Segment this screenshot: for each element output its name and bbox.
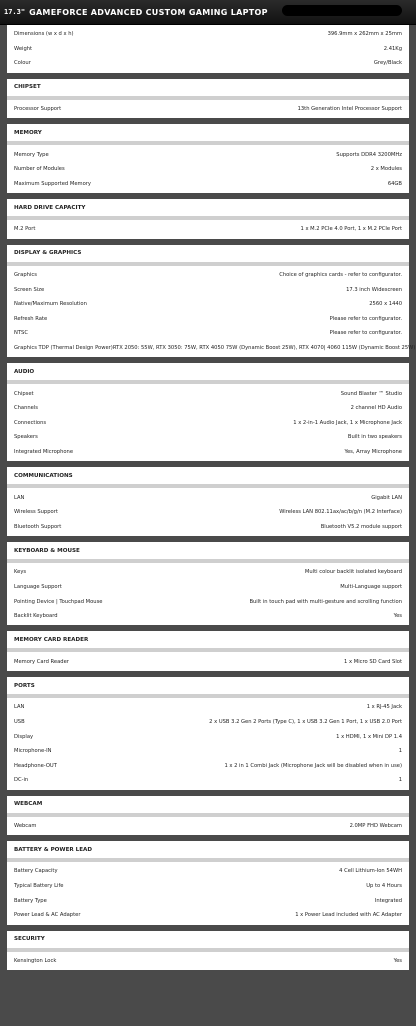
spec-row [7, 490, 409, 505]
spec-label: Number of Modules [14, 166, 65, 173]
spec-row [7, 758, 409, 773]
spec-label: Battery Type [14, 897, 47, 904]
spec-label: Screen Size [14, 286, 45, 293]
spec-label: Maximum Supported Memory [14, 180, 91, 187]
spec-label: Keys [14, 569, 27, 576]
spec-value: Gigabit LAN [371, 494, 402, 501]
spec-value: Yes [393, 957, 402, 964]
spec-value: Yes [393, 613, 402, 620]
spec-value: Bluetooth V5.2 module support [320, 523, 402, 530]
spec-label: LAN [14, 494, 25, 501]
section-rows [7, 25, 409, 73]
spec-section [7, 363, 409, 461]
spec-value: 1 [398, 777, 402, 784]
spec-row [7, 893, 409, 908]
spec-row [7, 162, 409, 177]
spec-row [7, 700, 409, 715]
section-heading: SECURITY [7, 931, 409, 948]
spec-row [7, 42, 409, 57]
spec-value: Built in two speakers [347, 434, 402, 441]
spec-row [7, 864, 409, 879]
spec-value: Yes, Array Microphone [344, 448, 402, 455]
spec-row [7, 27, 409, 42]
spec-value: Built in touch pad with multi-gesture and scrolling function [249, 598, 402, 605]
section-heading: AUDIO [7, 363, 409, 380]
spec-label: Memory Type [14, 151, 49, 158]
spec-row [7, 729, 409, 744]
spec-value: 1 x 2 in 1 Combi Jack (Microphone Jack will be disabled when in use) [224, 762, 402, 769]
section-rows [7, 100, 409, 119]
spec-value: 2.0MP FHD Webcam [349, 822, 402, 829]
spec-value: 1 x Micro SD Card Slot [344, 658, 402, 665]
spec-row [7, 341, 416, 356]
spec-label: Native/Maximum Resolution [14, 301, 87, 308]
spec-row [7, 879, 409, 894]
section-heading: BATTERY & POWER LEAD [7, 841, 409, 858]
section-heading: MEMORY CARD READER [7, 631, 409, 648]
spec-label: Channels [14, 405, 38, 412]
spec-label: Headphone-OUT [14, 762, 57, 769]
spec-section [7, 796, 409, 836]
section-rows [7, 488, 409, 536]
spec-label: Refresh Rate [14, 315, 48, 322]
spec-row [7, 715, 409, 730]
spec-row [7, 505, 409, 520]
spec-label: USB [14, 718, 25, 725]
spec-section [7, 124, 409, 193]
spec-row [7, 773, 409, 788]
spec-row [7, 580, 409, 595]
spec-sheet [7, 25, 416, 970]
spec-row [7, 430, 409, 445]
spec-value: 13th Generation Intel Processor Support [297, 106, 402, 113]
spec-value: 1 x HDMI, 1 x Mini DP 1.4 [336, 733, 402, 740]
section-heading: DISPLAY & GRAPHICS [7, 245, 409, 262]
page-title: GAMEFORCE ADVANCED CUSTOM GAMING LAPTOP [29, 7, 268, 17]
spec-row [7, 401, 409, 416]
spec-label: Typical Battery Life [14, 883, 64, 890]
spec-row [7, 147, 409, 162]
spec-row [7, 177, 409, 192]
section-heading: MEMORY [7, 124, 409, 141]
spec-value: RTX 2050: 55W, RTX 3050: 75W, RTX 4050 75W (Dynamic Boost 25W), RTX 4070| 4060 115W (Dynamic Boost 25W) [112, 345, 416, 352]
spec-label: Wireless Support [14, 509, 58, 516]
section-rows [7, 266, 416, 358]
spec-label: Connections [14, 419, 47, 426]
spec-value: Up to 4 Hours [366, 883, 402, 890]
section-heading: CHIPSET [7, 79, 409, 96]
spec-value: Integrated [374, 897, 402, 904]
spec-value: 1 x 2-in-1 Audio Jack, 1 x Microphone Jack [293, 419, 402, 426]
spec-row [7, 744, 409, 759]
spec-value: Multi-Language support [340, 583, 402, 590]
spec-value: 2 x USB 3.2 Gen 2 Ports (Type C), 1 x USB 3.2 Gen 1 Port, 1 x USB 2.0 Port [209, 718, 402, 725]
spec-value: Please refer to configurator. [329, 315, 402, 322]
spec-section [7, 467, 409, 536]
spec-row [7, 519, 409, 534]
spec-section [7, 199, 409, 239]
spec-label: Dimensions (w x d x h) [14, 31, 74, 38]
spec-value: 64GB [387, 180, 402, 187]
spec-label: Pointing Device | Touchpad Mouse [14, 598, 103, 605]
spec-label: Kensington Lock [14, 957, 57, 964]
section-heading: KEYBOARD & MOUSE [7, 542, 409, 559]
section-rows [7, 817, 409, 836]
screen-size-label: 17.3" [4, 8, 26, 16]
spec-row [7, 954, 409, 969]
spec-section [7, 631, 409, 671]
spec-label: Language Support [14, 583, 62, 590]
section-rows [7, 220, 409, 239]
spec-section [7, 25, 409, 73]
title-bar [0, 0, 416, 25]
spec-label: Graphics [14, 272, 37, 279]
section-rows [7, 952, 409, 971]
spec-label: Display [14, 733, 34, 740]
spec-label: DC-in [14, 777, 29, 784]
spec-label: Backlit Keyboard [14, 613, 58, 620]
section-rows [7, 384, 409, 461]
spec-section [7, 542, 409, 625]
spec-value: Please refer to configurator. [329, 330, 402, 337]
spec-label: M.2 Port [14, 226, 36, 233]
spec-row [7, 326, 409, 341]
section-heading: PORTS [7, 677, 409, 694]
spec-section [7, 79, 409, 119]
section-heading: WEBCAM [7, 796, 409, 813]
spec-value: 1 x M.2 PCIe 4.0 Port, 1 x M.2 PCIe Port [300, 226, 402, 233]
section-rows [7, 145, 409, 193]
section-rows [7, 563, 409, 625]
redacted-area [282, 5, 402, 16]
spec-section [7, 931, 409, 971]
spec-label: Colour [14, 60, 31, 67]
spec-row [7, 908, 409, 923]
spec-row [7, 416, 409, 431]
spec-label: Memory Card Reader [14, 658, 69, 665]
spec-value: 2 x Modules [370, 166, 402, 173]
spec-value: Supports DDR4 3200MHz [336, 151, 402, 158]
spec-row [7, 268, 409, 283]
spec-label: Webcam [14, 822, 37, 829]
section-rows [7, 652, 409, 671]
spec-value: 1 x RJ-45 Jack [366, 704, 402, 711]
spec-label: Battery Capacity [14, 868, 58, 875]
spec-value: 2560 x 1440 [369, 301, 402, 308]
spec-value: Sound Blaster ™ Studio [340, 390, 402, 397]
spec-value: 396.9mm x 262mm x 25mm [327, 31, 402, 38]
spec-label: Processor Support [14, 106, 62, 113]
spec-row [7, 102, 409, 117]
spec-row [7, 312, 409, 327]
spec-value: Wireless LAN 802.11ax/ac/b/g/n (M.2 Interface) [279, 509, 402, 516]
spec-label: Bluetooth Support [14, 523, 62, 530]
section-rows [7, 698, 409, 790]
spec-row [7, 297, 409, 312]
spec-row [7, 609, 409, 624]
spec-value: 1 [398, 748, 402, 755]
spec-row [7, 654, 409, 669]
spec-section [7, 677, 409, 790]
spec-value: 1 x Power Lead included with AC Adapter [295, 912, 402, 919]
section-heading: HARD DRIVE CAPACITY [7, 199, 409, 216]
spec-row [7, 222, 409, 237]
spec-label: Integrated Microphone [14, 448, 74, 455]
spec-label: NTSC [14, 330, 28, 337]
spec-value: 17.3 inch Widescreen [346, 286, 402, 293]
spec-row [7, 56, 409, 71]
spec-label: Power Lead & AC Adapter [14, 912, 81, 919]
spec-value: 2.41Kg [383, 45, 402, 52]
section-rows [7, 862, 409, 924]
spec-label: Microphone-IN [14, 748, 52, 755]
spec-row [7, 282, 409, 297]
spec-section [7, 841, 409, 924]
spec-row [7, 819, 409, 834]
spec-value: 2 channel HD Audio [350, 405, 402, 412]
spec-label: Graphics TDP (Thermal Design Power) [14, 345, 113, 352]
spec-label: LAN [14, 704, 25, 711]
spec-row [7, 565, 409, 580]
section-heading: COMMUNICATIONS [7, 467, 409, 484]
spec-label: Speakers [14, 434, 38, 441]
spec-value: 4 Cell Lithium-Ion 54WH [339, 868, 402, 875]
spec-label: Chipset [14, 390, 34, 397]
spec-value: Multi colour backlit isolated keyboard [304, 569, 402, 576]
spec-label: Weight [14, 45, 33, 52]
spec-row [7, 445, 409, 460]
spec-section [7, 245, 416, 358]
spec-value: Choice of graphics cards - refer to configurator. [279, 272, 402, 279]
spec-value: Grey/Black [373, 60, 402, 67]
spec-row [7, 386, 409, 401]
spec-row [7, 594, 409, 609]
